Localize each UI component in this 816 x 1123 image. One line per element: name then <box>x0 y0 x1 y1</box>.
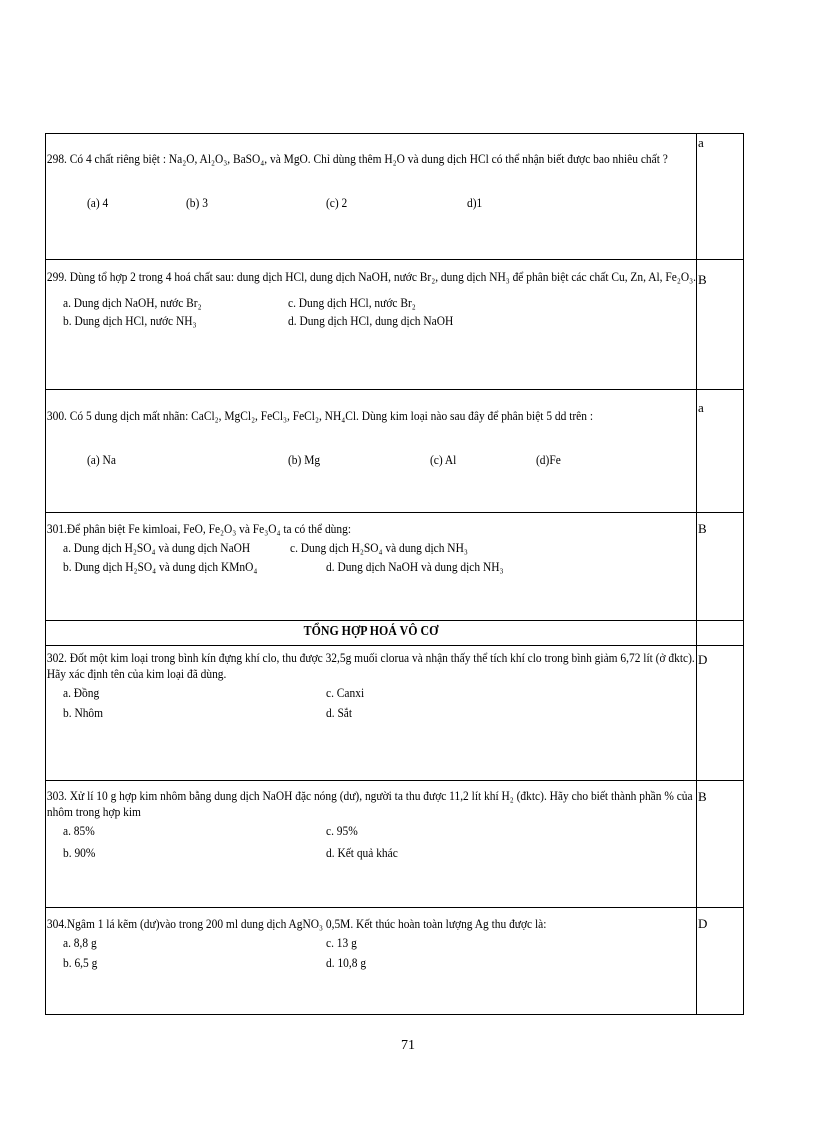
option-c: c. Dung dịch H₂SO₄ và dung dịch NH₃ <box>290 540 468 555</box>
option-c: c. 13 g <box>326 935 357 950</box>
question-stem: 300. Có 5 dung dịch mất nhãn: CaCl₂, MgCl₂, FeCl₃, FeCl₂, NH₄Cl. Dùng kim loại nào sau đây để phân biệt 5 dd trên : <box>46 408 594 423</box>
option-a: (a) 4 <box>87 195 109 210</box>
section-title-row <box>46 621 744 646</box>
option-b: (b) 3 <box>186 195 208 210</box>
question-row-300 <box>46 390 744 513</box>
option-b: (b) Mg <box>288 452 321 467</box>
option-d: d. Dung dịch HCl, dung dịch NaOH <box>288 313 454 328</box>
question-cell <box>46 134 697 260</box>
question-cell <box>46 513 697 621</box>
answer-cell: D <box>697 646 744 781</box>
section-title <box>46 621 697 646</box>
option-b: b. Dung dịch H₂SO₄ và dung dịch KMnO₄ <box>63 559 258 574</box>
question-stem: 298. Có 4 chất riêng biệt : Na₂O, Al₂O₃, BaSO₄, và MgO. Chỉ dùng thêm H₂O và dung dịch HCl có thể nhận biết được bao nhiêu chất ? <box>46 151 668 166</box>
question-cell <box>46 390 697 513</box>
question-row-303 <box>46 781 744 908</box>
question-cell <box>46 260 697 390</box>
question-row-301 <box>46 513 744 621</box>
option-d: d. 10,8 g <box>326 955 367 970</box>
question-row-299 <box>46 260 744 390</box>
question-row-298 <box>46 134 744 260</box>
page-number: 71 <box>401 1038 415 1053</box>
option-d: d. Kết quả khác <box>326 845 398 860</box>
answer-cell: a <box>697 134 744 260</box>
option-b: b. 90% <box>63 845 96 860</box>
option-b: b. Nhôm <box>63 705 104 720</box>
option-a: a. 8,8 g <box>63 935 97 950</box>
option-b: b. Dung dịch HCl, nước NH₃ <box>63 313 197 328</box>
question-row-304 <box>46 908 744 1015</box>
option-d: d. Sắt <box>326 705 353 720</box>
option-c: (c) 2 <box>326 195 348 210</box>
question-cell <box>46 908 697 1015</box>
section-title-text: TỔNG HỢP HOÁ VÔ CƠ <box>303 624 439 639</box>
answer-cell-empty <box>697 621 744 646</box>
answer-cell: a <box>697 390 744 513</box>
option-d: d. Dung dịch NaOH và dung dịch NH₃ <box>326 559 504 574</box>
option-a: a. 85% <box>63 823 95 838</box>
question-cell <box>46 646 697 781</box>
option-b: b. 6,5 g <box>63 955 98 970</box>
answer-cell: D <box>697 908 744 1015</box>
option-c: c. 95% <box>326 823 358 838</box>
option-d: d)1 <box>467 195 483 210</box>
option-a: (a) Na <box>87 452 116 467</box>
question-row-302 <box>46 646 744 781</box>
option-a: a. Dung dịch NaOH, nước Br₂ <box>63 295 202 310</box>
question-stem: 303. Xử lí 10 g hợp kim nhôm bằng dung dịch NaOH đặc nóng (dư), người ta thu được 11,2 lít khí H₂ (đktc). Hãy cho biết thành phần % của nhôm trong hợp kim <box>46 788 693 819</box>
answer-cell: B <box>697 513 744 621</box>
option-a: a. Đồng <box>63 685 100 700</box>
option-d: (d)Fe <box>536 452 561 467</box>
answer-cell: B <box>697 781 744 908</box>
question-table <box>45 133 744 1015</box>
question-stem: 301.Để phân biệt Fe kimloai, FeO, Fe₂O₃ và Fe₃O₄ ta có thể dùng: <box>46 521 352 536</box>
option-c: (c) Al <box>430 452 457 467</box>
answer-cell: B <box>697 260 744 390</box>
question-cell <box>46 781 697 908</box>
question-stem: 304.Ngâm 1 lá kẽm (dư)vào trong 200 ml dung dịch AgNO₃ 0,5M. Kết thúc hoàn toàn lượng Ag thu được là: <box>46 916 547 931</box>
question-stem: 302. Đốt một kim loại trong bình kín đựng khí clo, thu được 32,5g muối clorua và nhận thấy thể tích khí clo trong bình giảm 6,72 lít (ở đktc). Hãy xác định tên của kim loại đã dùng. <box>46 650 695 681</box>
option-a: a. Dung dịch H₂SO₄ và dung dịch NaOH <box>63 540 251 555</box>
option-c: c. Dung dịch HCl, nước Br₂ <box>288 295 416 310</box>
question-stem: 299. Dùng tổ hợp 2 trong 4 hoá chất sau: dung dịch HCl, dung dịch NaOH, nước Br₂, dung dịch NH₃ để phân biệt các chất Cu, Zn, Al, Fe₂O₃. <box>46 269 696 284</box>
option-c: c. Canxi <box>326 685 365 700</box>
